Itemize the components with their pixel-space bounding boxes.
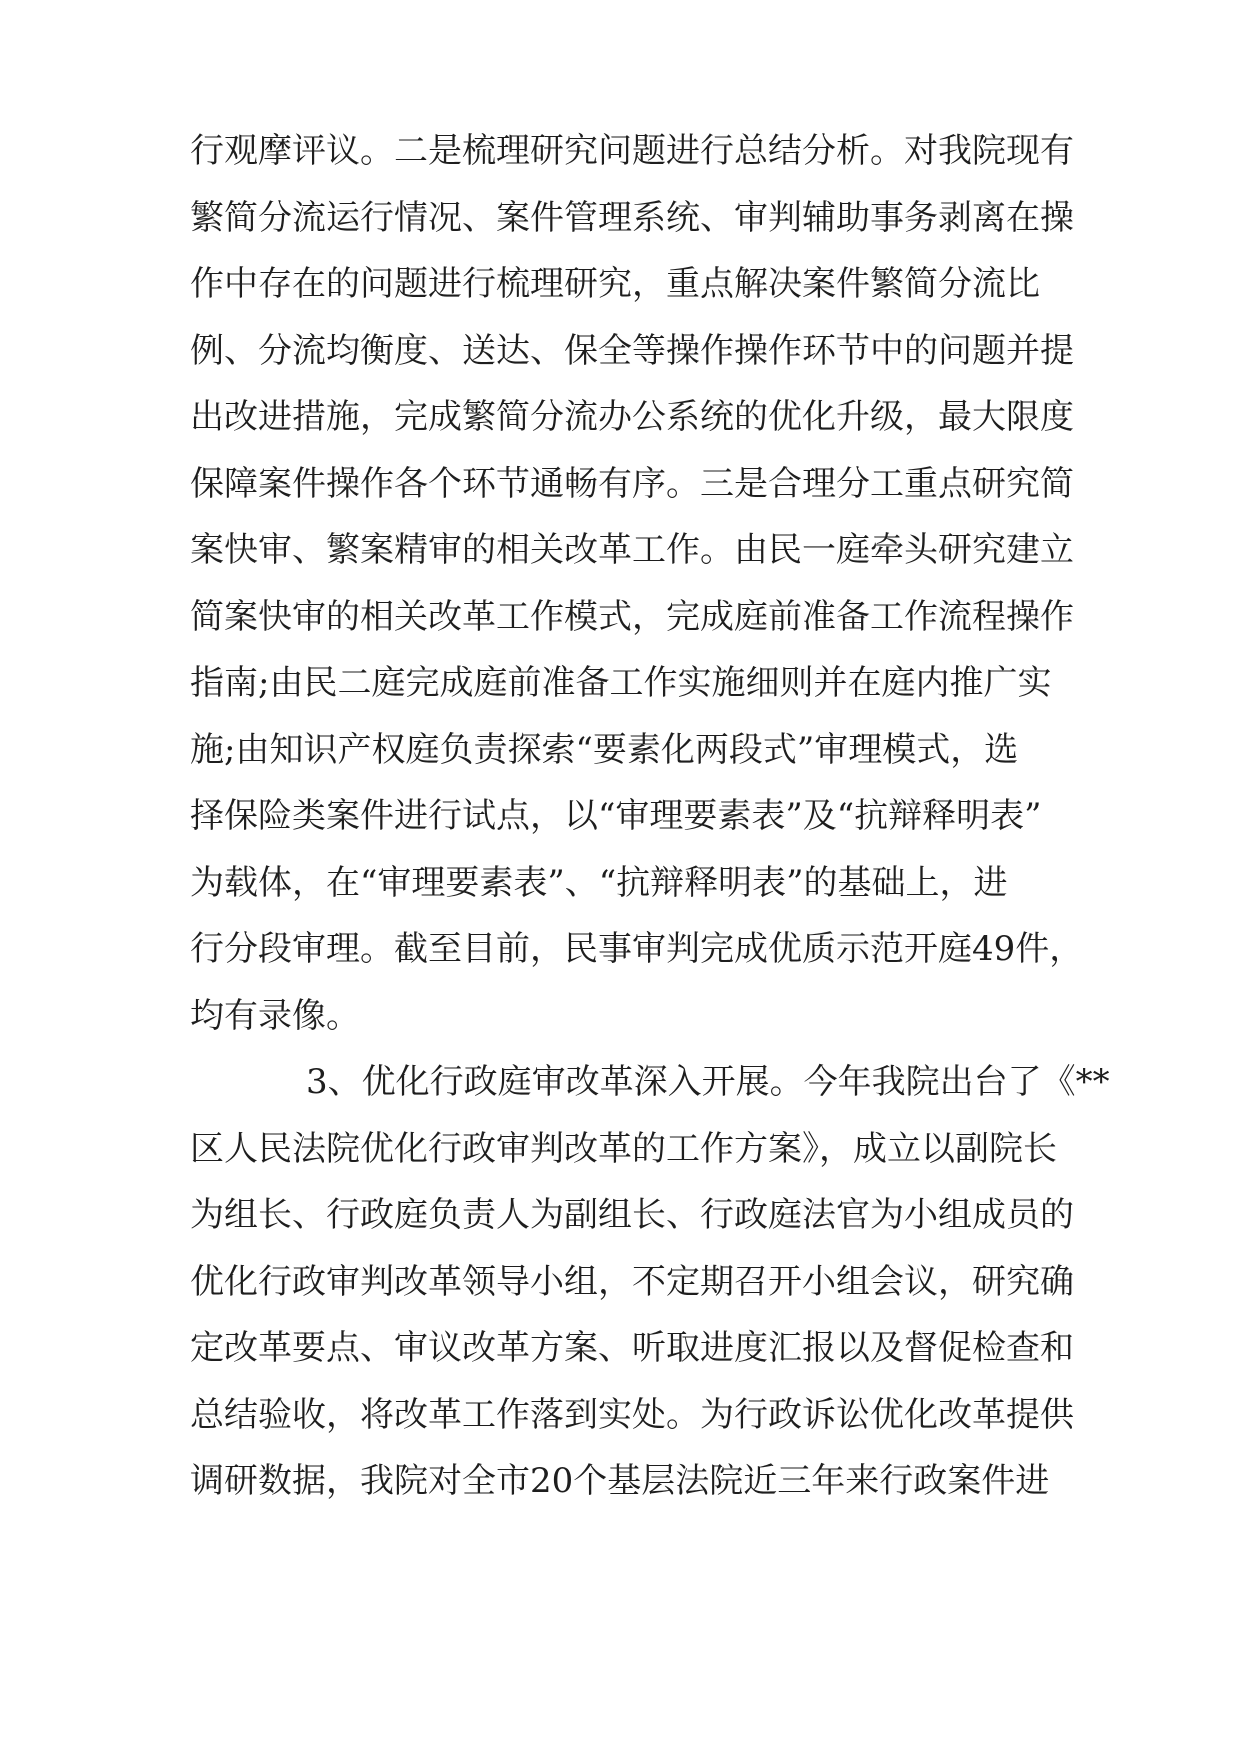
text-line: 行分段审理。截至目前，民事审判完成优质示范开庭49件， (190, 929, 1084, 969)
text-line: 行观摩评议。二是梳理研究问题进行总结分析。对我院现有 (190, 131, 1074, 171)
text-line: 为载体，在“审理要素表”、“抗辩释明表”的基础上，进 (190, 862, 1008, 903)
text-line: 出改进措施，完成繁简分流办公系统的优化升级，最大限度 (190, 397, 1074, 437)
text-line: 施;由知识产权庭负责探索“要素化两段式”审理模式，选 (190, 729, 1019, 770)
text-line: 简案快审的相关改革工作模式，完成庭前准备工作流程操作 (190, 596, 1074, 637)
paragraph-2 (190, 1049, 1110, 1515)
text-line: 为组长、行政庭负责人为副组长、行政庭法官为小组成员的 (190, 1195, 1074, 1235)
text-line: 保障案件操作各个环节通畅有序。三是合理分工重点研究简 (190, 463, 1074, 504)
text-line: 择保险类案件进行试点，以“审理要素表”及“抗辩释明表” (190, 796, 1042, 836)
paragraph-1 (190, 118, 1084, 1049)
text-line: 区人民法院优化行政审判改革的工作方案》，成立以副院长 (190, 1128, 1057, 1169)
text-line: 案快审、繁案精审的相关改革工作。由民一庭牵头研究建立 (190, 530, 1074, 570)
text-line: 总结验收，将改革工作落到实处。为行政诉讼优化改革提供 (190, 1394, 1074, 1435)
text-line: 优化行政审判改革领导小组，不定期召开小组会议，研究确 (190, 1261, 1074, 1302)
paragraph-heading-line: 3、优化行政庭审改革深入开展。今年我院出台了《** (306, 1062, 1110, 1102)
body-text (190, 118, 1110, 1515)
text-line: 繁简分流运行情况、案件管理系统、审判辅助事务剥离在操 (190, 197, 1074, 238)
text-line: 例、分流均衡度、送达、保全等操作操作环节中的问题并提 (190, 330, 1074, 371)
text-line: 作中存在的问题进行梳理研究，重点解决案件繁简分流比 (190, 264, 1040, 304)
text-line: 指南;由民二庭完成庭前准备工作实施细则并在庭内推广实 (190, 663, 1052, 703)
text-line: 调研数据，我院对全市20个基层法院近三年来行政案件进 (190, 1461, 1050, 1501)
text-line: 均有录像。 (190, 995, 360, 1036)
text-line: 定改革要点、审议改革方案、听取进度汇报以及督促检查和 (190, 1328, 1074, 1368)
